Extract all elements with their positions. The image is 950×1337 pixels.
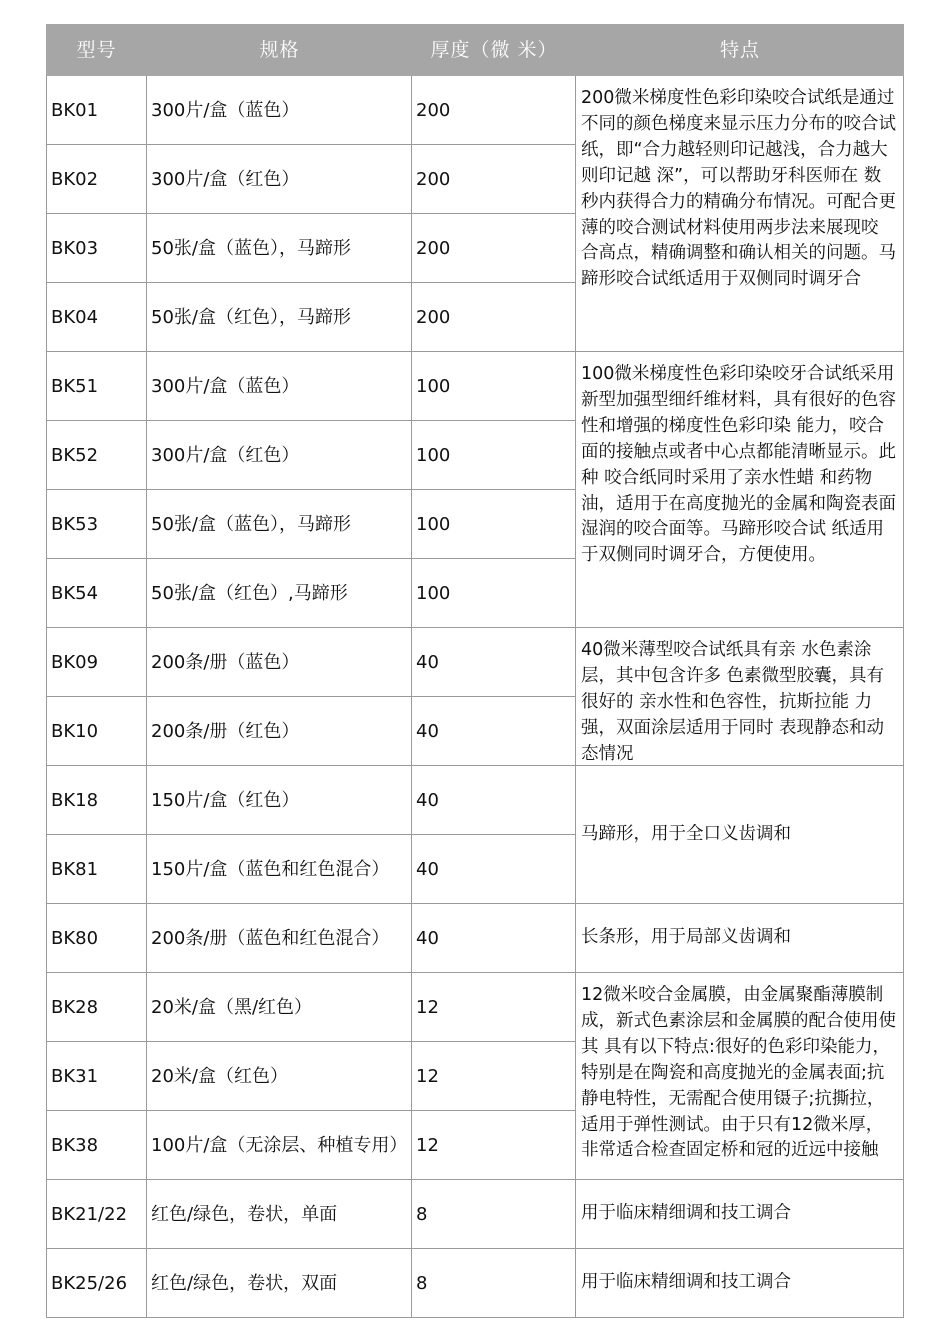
model-cell: BK38 bbox=[46, 1111, 147, 1180]
thickness-cell: 12 bbox=[412, 1111, 576, 1180]
model-cell: BK25/26 bbox=[46, 1249, 147, 1318]
feature-cell: 200微米梯度性色彩印染咬合试纸是通过不同的颜色梯度来显示压力分布的咬合试 纸，即“合力越轻则印记越浅，合力越大则印记越 深”，可以帮助牙科医师在 数秒内获得合力的精确分布情况。可配合更薄的咬合测试材料使用两步法来展现咬 合高点，精确调整和确认相关的问题。马蹄形咬合试纸适用于双侧同时调牙合 bbox=[576, 76, 904, 352]
spec-cell: 20米/盒（红色） bbox=[147, 1042, 412, 1111]
thickness-cell: 40 bbox=[412, 628, 576, 697]
feature-cell: 马蹄形，用于全口义齿调和 bbox=[576, 766, 904, 904]
model-cell: BK03 bbox=[46, 214, 147, 283]
thickness-cell: 40 bbox=[412, 766, 576, 835]
header-thickness: 厚度（微 米） bbox=[430, 39, 558, 61]
spec-cell: 50张/盒（红色）,马蹄形 bbox=[147, 559, 412, 628]
thickness-cell: 40 bbox=[412, 697, 576, 766]
spec-cell: 50张/盒（红色），马蹄形 bbox=[147, 283, 412, 352]
spec-cell: 50张/盒（蓝色），马蹄形 bbox=[147, 214, 412, 283]
header-spec: 规格 bbox=[259, 39, 300, 61]
model-cell: BK09 bbox=[46, 628, 147, 697]
thickness-cell: 8 bbox=[412, 1180, 576, 1249]
thickness-cell: 40 bbox=[412, 904, 576, 973]
model-cell: BK81 bbox=[46, 835, 147, 904]
feature-cell: 长条形，用于局部义齿调和 bbox=[576, 904, 904, 973]
feature-cell: 用于临床精细调和技工调合 bbox=[576, 1249, 904, 1318]
thickness-cell: 200 bbox=[412, 145, 576, 214]
model-cell: BK53 bbox=[46, 490, 147, 559]
thickness-cell: 12 bbox=[412, 1042, 576, 1111]
thickness-cell: 100 bbox=[412, 559, 576, 628]
product-table bbox=[46, 24, 904, 1315]
model-cell: BK54 bbox=[46, 559, 147, 628]
feature-cell: 100微米梯度性色彩印染咬牙合试纸采用新型加强型细纤维材料，具有很好的色容性和增强的梯度性色彩印染 能力，咬合面的接触点或者中心点都能清晰显示。此种 咬合纸同时采用了亲水性蜡 和药物油，适用于在高度抛光的金属和陶瓷表面湿润的咬合面等。马蹄形咬合试 纸适用于双侧同时调牙合，方便使用。 bbox=[576, 352, 904, 628]
model-cell: BK18 bbox=[46, 766, 147, 835]
spec-cell: 50张/盒（蓝色），马蹄形 bbox=[147, 490, 412, 559]
model-cell: BK01 bbox=[46, 76, 147, 145]
feature-cell: 用于临床精细调和技工调合 bbox=[576, 1180, 904, 1249]
spec-cell: 150片/盒（红色） bbox=[147, 766, 412, 835]
spec-cell: 20米/盒（黑/红色） bbox=[147, 973, 412, 1042]
spec-cell: 100片/盒（无涂层、种植专用） bbox=[147, 1111, 412, 1180]
thickness-cell: 200 bbox=[412, 283, 576, 352]
spec-cell: 300片/盒（红色） bbox=[147, 145, 412, 214]
spec-cell: 200条/册（蓝色） bbox=[147, 628, 412, 697]
model-cell: BK31 bbox=[46, 1042, 147, 1111]
spec-cell: 300片/盒（蓝色） bbox=[147, 76, 412, 145]
model-cell: BK28 bbox=[46, 973, 147, 1042]
thickness-cell: 200 bbox=[412, 214, 576, 283]
table-header bbox=[46, 24, 904, 76]
thickness-cell: 100 bbox=[412, 352, 576, 421]
thickness-cell: 100 bbox=[412, 421, 576, 490]
spec-cell: 红色/绿色，卷状，单面 bbox=[147, 1180, 412, 1249]
model-cell: BK52 bbox=[46, 421, 147, 490]
feature-cell: 40微米薄型咬合试纸具有亲 水色素涂层，其中包含许多 色素微型胶囊，具有很好的 亲水性和色容性，抗斯拉能 力强，双面涂层适用于同时 表现静态和动态情况 bbox=[576, 628, 904, 766]
model-cell: BK10 bbox=[46, 697, 147, 766]
spec-cell: 300片/盒（红色） bbox=[147, 421, 412, 490]
spec-cell: 300片/盒（蓝色） bbox=[147, 352, 412, 421]
model-cell: BK21/22 bbox=[46, 1180, 147, 1249]
thickness-cell: 200 bbox=[412, 76, 576, 145]
spec-cell: 红色/绿色，卷状，双面 bbox=[147, 1249, 412, 1318]
model-cell: BK04 bbox=[46, 283, 147, 352]
header-features: 特点 bbox=[719, 39, 760, 61]
thickness-cell: 8 bbox=[412, 1249, 576, 1318]
feature-cell: 12微米咬合金属膜，由金属聚酯薄膜制成，新式色素涂层和金属膜的配合使用使其 具有以下特点:很好的色彩印染能力，特别是在陶瓷和高度抛光的金属表面;抗静电特性，无需配合使用镊子;抗撕拉，适用于弹性测试。由于只有12微米厚，非常适合检查固定桥和冠的近远中接触 bbox=[576, 973, 904, 1180]
thickness-cell: 100 bbox=[412, 490, 576, 559]
spec-cell: 200条/册（蓝色和红色混合） bbox=[147, 904, 412, 973]
model-cell: BK80 bbox=[46, 904, 147, 973]
spec-cell: 150片/盒（蓝色和红色混合） bbox=[147, 835, 412, 904]
model-cell: BK51 bbox=[46, 352, 147, 421]
model-cell: BK02 bbox=[46, 145, 147, 214]
thickness-cell: 12 bbox=[412, 973, 576, 1042]
spec-cell: 200条/册（红色） bbox=[147, 697, 412, 766]
header-model: 型号 bbox=[76, 39, 117, 61]
thickness-cell: 40 bbox=[412, 835, 576, 904]
